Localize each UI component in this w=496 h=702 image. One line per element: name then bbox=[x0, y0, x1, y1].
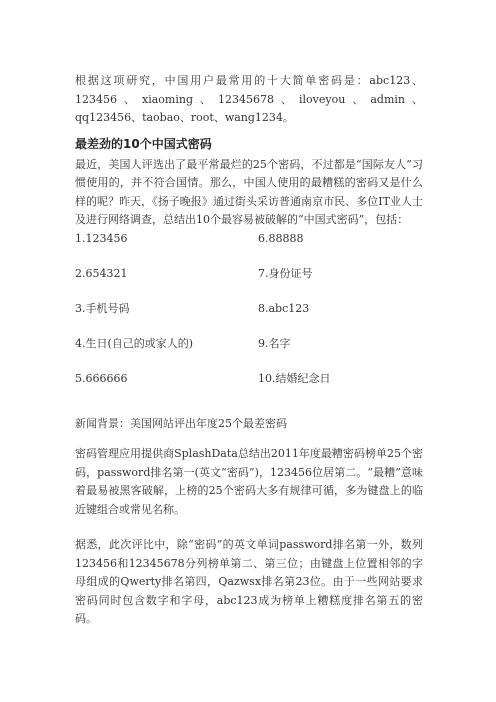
list-item: 8.abc123 bbox=[258, 301, 310, 315]
list-item: 2.654321 bbox=[75, 266, 128, 280]
list-item: 1.123456 bbox=[75, 231, 128, 245]
list-item: 3.手机号码 bbox=[75, 301, 130, 315]
list-row bbox=[75, 230, 423, 248]
news-paragraph-2: 据悉，此次评比中，除“密码”的英文单词password排名第一外，数列123456和12345678分列榜单第二、第三位；由键盘上位置相邻的字母组成的Qwerty排名第四，Qazwsx排名第23位。由于一些网站要求密码同时包含数字和字母，abc123成为榜单上糟糕度排名第五的密码。 bbox=[75, 538, 423, 625]
list-item: 6.88888 bbox=[258, 231, 304, 245]
list-item: 5.666666 bbox=[75, 371, 128, 385]
document-page bbox=[75, 72, 423, 629]
list-item: 10.结婚纪念日 bbox=[258, 371, 331, 385]
intro-paragraph: 根据这项研究，中国用户最常用的十大简单密码是：abc123、123456、xiaoming、12345678、iloveyou、admin、qq123456、taobao、root、wang1234。 bbox=[75, 74, 423, 124]
list-item: 9.名字 bbox=[258, 336, 291, 350]
news-paragraph-1: 密码管理应用提供商SplashData总结出2011年度最糟密码榜单25个密码，password排名第一(英文“密码”)，123456位居第二。“最糟”意味着最易被黑客破解，上榜的25个密码大多有规律可循，多为键盘上的临近键组合或常见名称。 bbox=[75, 447, 423, 516]
news-background-title: 新闻背景：美国网站评出年度25个最差密码 bbox=[75, 416, 287, 430]
list-row bbox=[75, 300, 423, 318]
list-row bbox=[75, 335, 423, 353]
list-row bbox=[75, 265, 423, 283]
list-row bbox=[75, 370, 423, 388]
list-item: 4.生日(自己的或家人的) bbox=[75, 336, 194, 350]
password-list bbox=[75, 230, 423, 388]
section-heading: 最差劲的10个中国式密码 bbox=[75, 136, 212, 151]
list-item: 7.身份证号 bbox=[258, 266, 313, 280]
section-body-paragraph: 最近，美国人评选出了最平常最烂的25个密码，不过都是“国际友人”习惯使用的，并不符合国情。那么，中国人使用的最糟糕的密码又是什么样的呢？昨天，《扬子晚报》通过街头采访普通南京市民、多位IT业人士及进行网络调查，总结出10个最容易被破解的“中国式密码”，包括： bbox=[75, 157, 423, 226]
